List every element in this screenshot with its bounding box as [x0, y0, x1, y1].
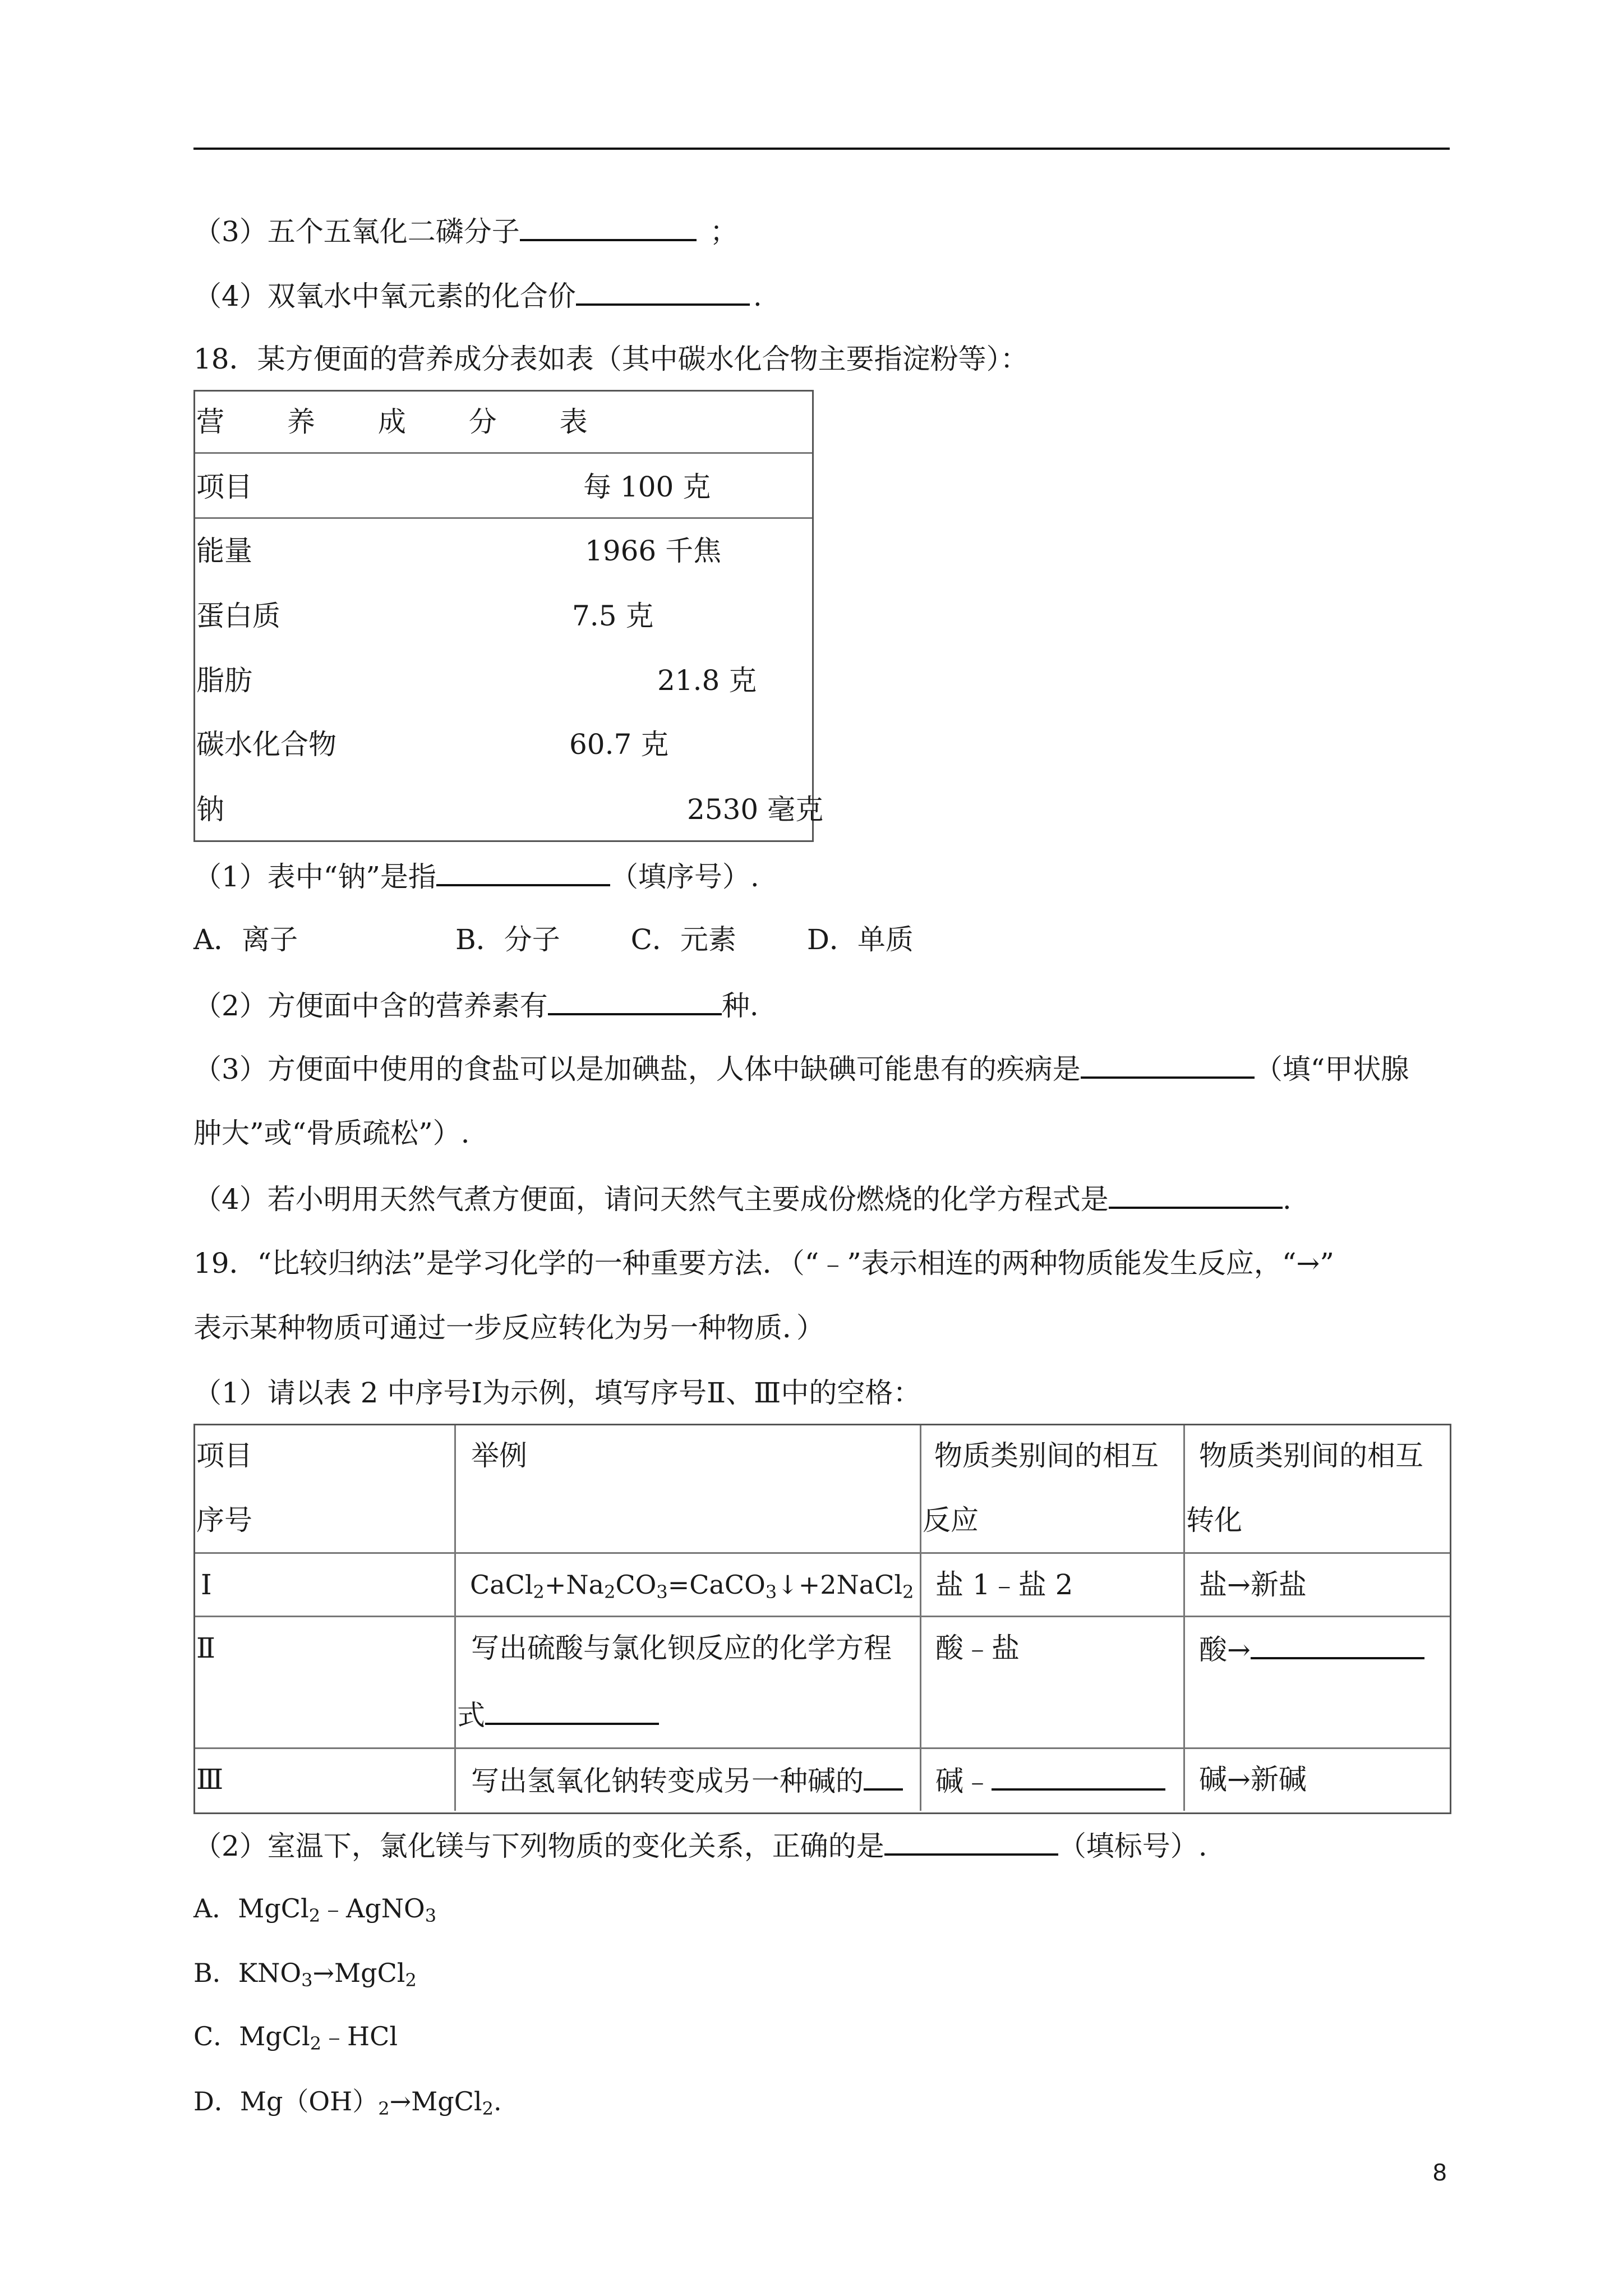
q19-option-b[interactable] [193, 1956, 417, 1997]
q19-option-c[interactable] [193, 2019, 398, 2060]
q18-p3-continued: 肿大”或“骨质疏松”）. [193, 1117, 470, 1149]
answer-blank[interactable] [520, 213, 697, 241]
header-rule [193, 148, 1450, 150]
q18-p2 [193, 987, 759, 1023]
row-reaction-3 [935, 1763, 1165, 1798]
q18-p2-text: （2）方便面中含的营养素有 [193, 990, 548, 1022]
row-conversion-2 [1199, 1631, 1424, 1667]
table-divider [195, 452, 812, 454]
table-header-reaction: 物质类别间的相互 [934, 1439, 1159, 1472]
subscript: 3 [301, 1970, 313, 1991]
table-header-seq: 序号 [196, 1504, 252, 1536]
table-header-conversion-2: 转化 [1186, 1504, 1242, 1536]
table-header-example: 举例 [471, 1439, 527, 1472]
page-number: 8 [1433, 2159, 1447, 2186]
row-seq-3: Ⅲ [196, 1763, 224, 1796]
subscript: 2 [378, 2098, 390, 2119]
row-seq-2: Ⅱ [196, 1632, 215, 1664]
q18-p3-text: （3）方便面中使用的食盐可以是加碘盐，人体中缺碘可能患有的疾病是 [193, 1053, 1081, 1085]
table-divider [195, 517, 812, 519]
option-a[interactable]: A．离子 [193, 923, 298, 956]
nutrition-row-name: 碳水化合物 [196, 728, 336, 761]
q19-p2-tail: （填标号）. [1058, 1830, 1207, 1862]
row-conversion-1: 盐→新盐 [1199, 1568, 1307, 1601]
q18-p2-tail: 种. [721, 990, 759, 1022]
q19-stem-line2: 表示某种物质可通过一步反应转化为另一种物质．） [193, 1312, 824, 1344]
subscript: 2 [482, 2098, 494, 2119]
option-b-rest: →MgCl [312, 1958, 405, 1988]
q19-p2 [193, 1828, 1207, 1863]
table-divider [195, 1747, 1450, 1749]
title-char: 成 [377, 406, 406, 438]
row-reaction-3-text: 碱﹣ [935, 1765, 992, 1797]
table-header-reaction-2: 反应 [923, 1504, 979, 1536]
nutrition-row-name: 钠 [196, 793, 224, 826]
option-c[interactable]: C．元素 [630, 923, 736, 956]
q19-p2-text: （2）室温下，氯化镁与下列物质的变化关系，正确的是 [193, 1830, 884, 1862]
row-example-2: 写出硫酸与氯化钡反应的化学方程 [471, 1632, 892, 1664]
subscript: 3 [425, 1905, 437, 1926]
q18-p4-text: （4）若小明用天然气煮方便面，请问天然气主要成份燃烧的化学方程式是 [193, 1183, 1109, 1216]
nutrition-row-name: 能量 [196, 535, 252, 567]
answer-blank[interactable] [576, 278, 750, 306]
option-d-text: D．Mg（OH） [193, 2086, 379, 2116]
q18-p4-tail: . [1282, 1183, 1292, 1216]
subscript: 2 [405, 1970, 417, 1991]
title-char: 营 [196, 406, 224, 438]
nutrition-row-value: 2530 毫克 [687, 793, 824, 826]
nutrition-row-value: 21.8 克 [657, 664, 757, 697]
option-c-text: C．MgCl [193, 2021, 310, 2051]
table-col-divider [454, 1425, 456, 1811]
title-char: 表 [559, 406, 588, 438]
option-c-rest: ﹣HCl [321, 2021, 398, 2051]
nutrition-row-name: 脂肪 [196, 664, 252, 697]
table-col-divider [1183, 1425, 1185, 1811]
option-b[interactable]: B．分子 [455, 923, 560, 956]
option-a-rest: ﹣AgNO [320, 1893, 425, 1924]
q18-p4 [193, 1181, 1292, 1216]
nutrition-table [193, 390, 814, 842]
table-header-item: 项目 [196, 1439, 252, 1472]
answer-blank[interactable] [1081, 1051, 1255, 1079]
q17-item4 [193, 278, 762, 313]
nutrition-header-amount: 每 100 克 [583, 471, 711, 503]
q18-options [193, 923, 914, 956]
row-seq-1: Ⅰ [201, 1568, 212, 1601]
q18-stem: 18．某方便面的营养成分表如表（其中碳水化合物主要指淀粉等）： [193, 343, 1029, 375]
q17-item4-text: （4）双氧水中氧元素的化合价 [193, 280, 576, 312]
row-example-3-text: 写出氢氧化钠转变成另一种碱的 [471, 1765, 864, 1797]
title-char: 分 [468, 406, 497, 438]
row-example-1: $CaCl_2+Na_2CO_3=CaCO_3↓+2NaCl_2$ [470, 1570, 914, 1603]
option-d-period: . [493, 2086, 502, 2116]
row-conversion-2-text: 酸→ [1199, 1634, 1251, 1666]
table-divider [195, 1616, 1450, 1617]
answer-blank[interactable] [548, 987, 722, 1015]
answer-blank[interactable] [1251, 1631, 1424, 1659]
option-d[interactable]: D．单质 [806, 923, 914, 956]
q19-stem-line1: 19．“比较归纳法”是学习化学的一种重要方法．（“﹣”表示相连的两种物质能发生反应，“→” [193, 1247, 1334, 1280]
q18-p1-text: （1）表中“钠”是指 [193, 861, 436, 893]
subscript: 2 [308, 1905, 321, 1926]
row-reaction-2: 酸﹣盐 [935, 1632, 1020, 1664]
q19-option-d[interactable] [193, 2085, 502, 2125]
comparison-table [193, 1424, 1451, 1814]
q18-p1 [193, 858, 759, 894]
subscript: 2 [310, 2033, 322, 2054]
answer-blank[interactable] [1109, 1181, 1283, 1209]
answer-blank[interactable] [485, 1697, 659, 1725]
q18-p3-tail: （填“甲状腺 [1254, 1053, 1409, 1085]
nutrition-table-title [196, 405, 588, 439]
answer-blank[interactable] [436, 858, 610, 886]
table-divider [195, 1552, 1450, 1554]
row-conversion-3: 碱→新碱 [1199, 1763, 1307, 1796]
option-d-rest: →MgCl [389, 2086, 482, 2116]
q19-option-a[interactable] [193, 1892, 436, 1932]
q17-item3-end: ； [709, 215, 738, 248]
q17-item4-end: . [753, 280, 762, 312]
q18-p1-tail: （填序号）. [610, 861, 759, 893]
nutrition-row-value: 60.7 克 [569, 728, 669, 761]
answer-blank[interactable] [992, 1763, 1165, 1791]
q17-item3-text: （3）五个五氧化二磷分子 [193, 215, 520, 248]
option-b-text: B．KNO [193, 1958, 302, 1988]
nutrition-row-name: 蛋白质 [196, 600, 280, 632]
nutrition-header-item: 项目 [196, 471, 252, 503]
answer-blank[interactable] [864, 1763, 903, 1791]
nutrition-row-value: 7.5 克 [572, 600, 654, 632]
q17-item3 [193, 213, 738, 249]
row-example-3 [471, 1763, 903, 1798]
row-reaction-1: 盐 1﹣盐 2 [935, 1568, 1073, 1601]
title-char: 养 [287, 406, 315, 438]
q19-p1: （1）请以表 2 中序号Ⅰ为示例，填写序号Ⅱ、Ⅲ中的空格： [193, 1377, 921, 1409]
answer-blank[interactable] [884, 1828, 1058, 1856]
option-a-text: A．MgCl [193, 1893, 309, 1924]
nutrition-row-value: 1966 千焦 [585, 535, 722, 567]
table-header-conversion: 物质类别间的相互 [1199, 1439, 1423, 1472]
table-col-divider [920, 1425, 921, 1811]
q18-p3 [193, 1051, 1409, 1086]
row-example-2-cont [457, 1697, 659, 1732]
row-example-2-text: 式 [457, 1699, 485, 1732]
